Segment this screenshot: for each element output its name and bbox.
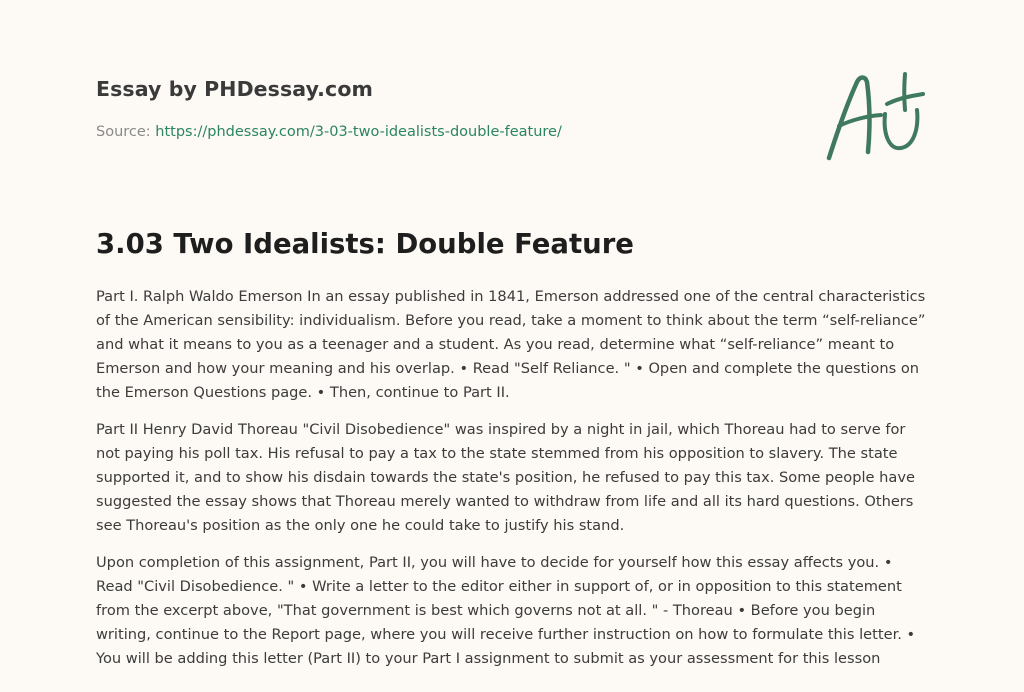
essay-paragraph: Upon completion of this assignment, Part II, you will have to decide for yourself how this essay affects you. • Read "Civil Disobedience. " • Write a letter to the editor either in support of, or in opposition to this statement from the excerpt above, "That government is best which governs not at all. " - Thoreau • Before you begin writing, continue to the Report page, where you will receive further instruction on how to formulate this letter. • You will be adding this letter (Part II) to your Part I assignment to submit as your assessment for this lesson bbox=[96, 554, 916, 667]
a-plus-logo-icon bbox=[825, 68, 931, 164]
source-link[interactable]: https://phdessay.com/3-03-two-idealists-double-feature/ bbox=[155, 124, 562, 140]
essay-page bbox=[96, 0, 932, 692]
essay-body bbox=[96, 285, 930, 684]
source-label: Source: bbox=[96, 124, 151, 140]
essay-paragraph: Part I. Ralph Waldo Emerson In an essay published in 1841, Emerson addressed one of the central characteristics of the American sensibility: individualism. Before you read, take a moment to think about the term “self-reliance” and what it means to you as a teenager and a student. As you read, determine what “self-reliance” meant to Emerson and how your meaning and his overlap. • Read "Self Reliance. " • Open and complete the questions on the Emerson Questions page. • Then, continue to Part II. bbox=[96, 288, 926, 401]
site-title: Essay by PHDessay.com bbox=[96, 77, 373, 101]
source-line bbox=[96, 124, 562, 140]
essay-title: 3.03 Two Idealists: Double Feature bbox=[96, 228, 634, 260]
essay-paragraph: Part II Henry David Thoreau "Civil Disobedience" was inspired by a night in jail, which Thoreau had to serve for not paying his poll tax. His refusal to pay a tax to the state stemmed from his opposition to slavery. The state supported it, and to show his disdain towards the state's position, he refused to pay this tax. Some people have suggested the essay shows that Thoreau merely wanted to withdraw from life and all its hard questions. Others see Thoreau's position as the only one he could take to justify his stand. bbox=[96, 421, 915, 534]
